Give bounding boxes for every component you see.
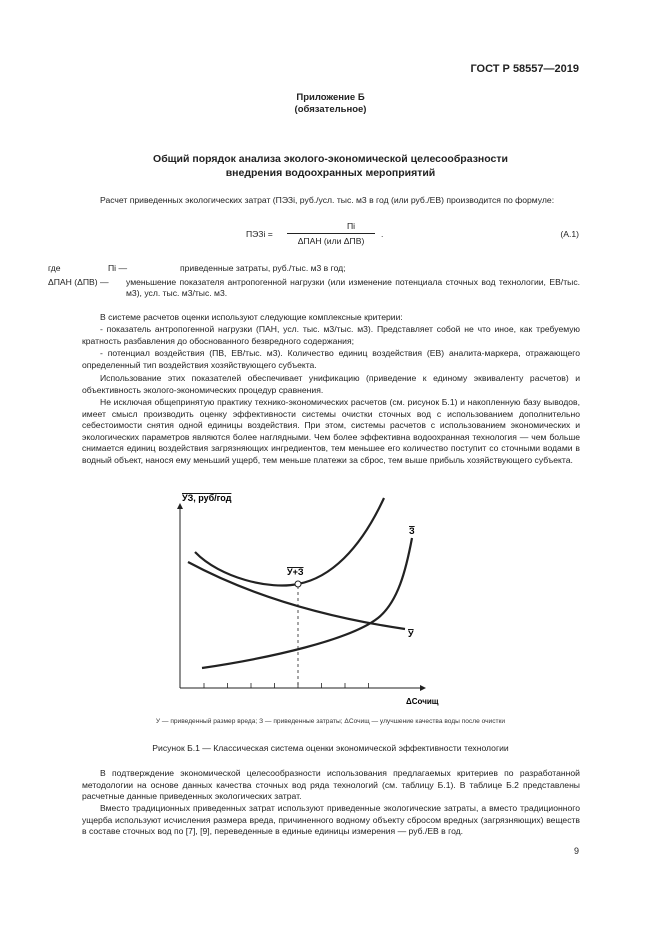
y-axis-label: УЗ, руб/год: [182, 493, 232, 503]
definition-text: уменьшение показателя антропогенной нагрузки (или изменение потенциала сточных вод технологии, ЕВ/тыс. м3), усл. тыс. м3/тыс. м3.: [126, 276, 580, 299]
figure-legend: У — приведенный размер вреда; З — приведенные затраты; ΔCочищ — улучшение качества воды после очистки: [155, 718, 506, 725]
closing-paragraph: В подтверждение экономической целесообразности использования предлагаемых критериев по разработанной методологии на основе данных качества сточных вод ряда технологий (см. таблицу Б.1). В таблице Б.2 представлены расчетные данные приведенных экологических затрат.: [82, 768, 580, 802]
appendix-heading: [0, 92, 661, 116]
body-paragraph: В системе расчетов оценки используют следующие комплексные критерии:: [100, 312, 403, 322]
definition-key: ΔПАН (ΔПВ) —: [48, 276, 109, 287]
appendix-status: (обязательное): [294, 104, 367, 115]
series-label-z: З: [409, 526, 415, 536]
series-line-z: [202, 538, 412, 668]
formula-end: .: [381, 229, 384, 239]
fraction-bar: [287, 233, 375, 234]
section-title-line1: Общий порядок анализа эколого-экономической целесообразности: [153, 153, 508, 165]
standard-number: ГОСТ Р 58557—2019: [470, 63, 579, 75]
formula-lhs: ПЭЗi =: [246, 229, 273, 239]
closing-paragraph: Вместо традиционных приведенных затрат используют приведенные экологические затраты, а вместо традиционного ущерба используют исчисления размера вреда, причиненного водному объекту сбросом вредных (загрязняющих) веществ в составе сточных вод по [7], [9], переведенные в единые единицы измерения — руб./ЕВ в год.: [82, 803, 580, 837]
definitions-list: [48, 263, 580, 300]
appendix-label: Приложение Б: [296, 92, 365, 103]
section-title-line2: внедрения водоохранных мероприятий: [225, 167, 436, 179]
definition-row: [48, 263, 580, 275]
definition-text: приведенные затраты, руб./тыс. м3 в год;: [180, 263, 346, 273]
definition-key: Пi —: [108, 263, 128, 273]
formula-number: (А.1): [560, 229, 579, 239]
series-label-total: У+З: [287, 567, 304, 577]
body-paragraph: - потенциал воздействия (ПВ, ЕВ/тыс. м3). Количество единиц воздействия (ЕВ) аналита-маркера, отражающего определенный тип воздействия хозяйствующего субъекта.: [82, 348, 580, 370]
formula-numerator: Пi: [346, 221, 356, 231]
body-paragraph: - показатель антропогенной нагрузки (ПАН, усл. тыс. м3/тыс. м3). Представляет собой не что иное, как требуемую кратность разбавления до обоснованного безвредного содержания;: [82, 324, 580, 346]
body-paragraph: Не исключая общепринятую практику технико-экономических расчетов (см. рисунок Б.1) и накопленную базу выводов, имеет смысл производить оценку эффективности системы очистки сточных вод с использованием дополнительно себестоимости снятия одной единицы воздействия. При этом, системы расчетов с использованием экономических и экологических параметров являются более наглядными. Чем более эффективна водоохранная технология — чем больше снимается единиц воздействия загрязняющих ингредиентов, тем меньшее его количество поступит со сточными водами в водный объект, нанося ему меньший ущерб, тем меньше платежи за сброс, тем выше прибыль хозяйствующего субъекта.: [82, 397, 580, 465]
figure-caption: Рисунок Б.1 — Классическая система оценки экономической эффективности технологии: [152, 743, 509, 753]
definition-row: [48, 277, 580, 300]
body-paragraph: Использование этих показателей обеспечивает унификацию (приведение к единому эквиваленту расчетов) и объективность эколого-экономических процедур сравнения.: [82, 373, 580, 395]
optimum-point: [295, 581, 301, 587]
page-number: 9: [573, 846, 579, 856]
x-axis-label: ΔCочищ: [406, 697, 439, 706]
intro-paragraph: Расчет приведенных экологических затрат (ПЭЗi, руб./усл. тыс. м3 в год (или руб./ЕВ) производится по формуле:: [100, 195, 555, 205]
series-label-u: У: [408, 629, 414, 639]
section-title: [0, 152, 661, 180]
definition-prefix: где: [48, 263, 61, 273]
economic-efficiency-chart: [150, 490, 439, 710]
x-axis-ticks: [204, 683, 369, 688]
formula-fraction: [287, 221, 375, 246]
formula-denominator: ΔПАН (или ΔПВ): [297, 236, 365, 246]
